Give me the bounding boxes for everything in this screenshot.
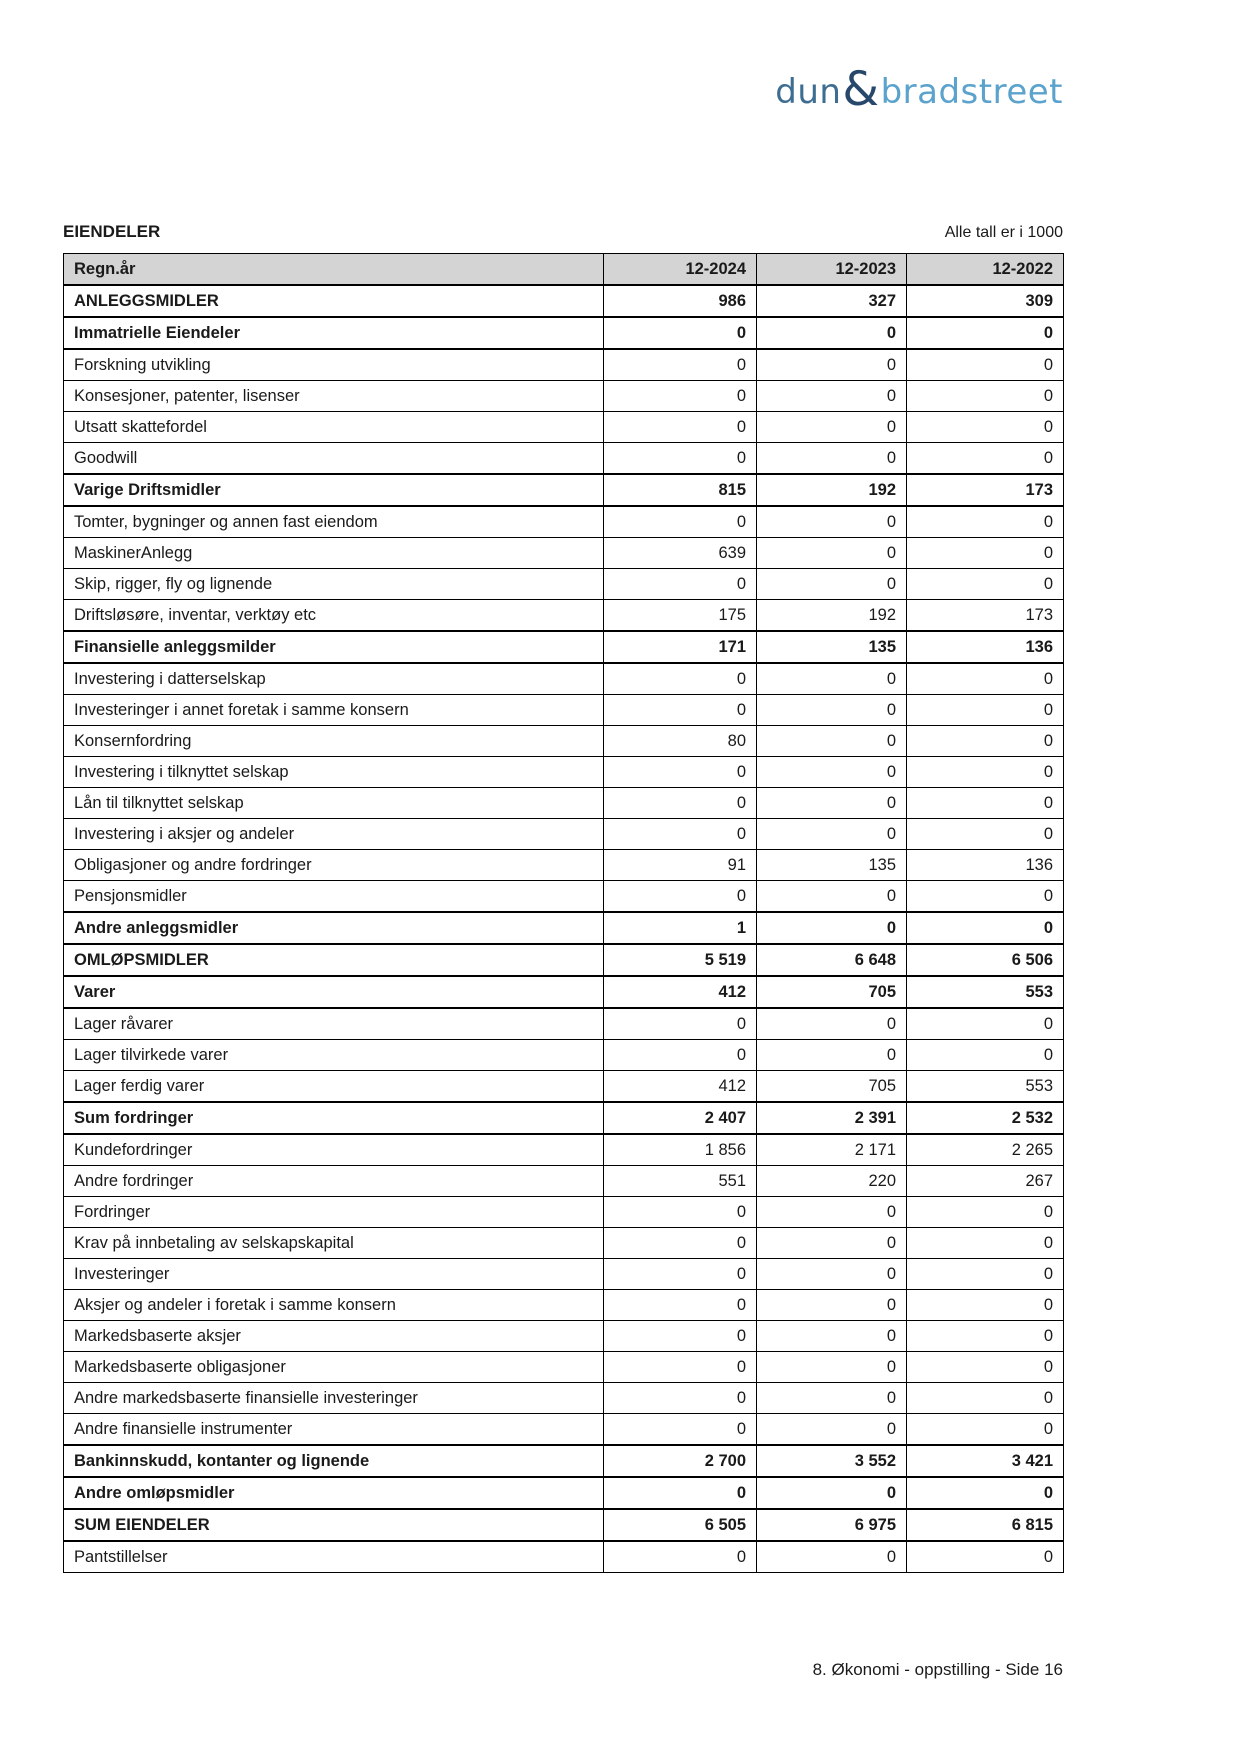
row-label: Pantstillelser xyxy=(64,1541,604,1573)
row-label: Investering i aksjer og andeler xyxy=(64,819,604,850)
table-row xyxy=(64,788,1064,819)
value-cell: 0 xyxy=(604,1477,757,1509)
table-row xyxy=(64,443,1064,475)
table-row xyxy=(64,881,1064,913)
table-row xyxy=(64,412,1064,443)
value-cell: 2 265 xyxy=(907,1134,1064,1166)
value-cell: 0 xyxy=(604,569,757,600)
table-row xyxy=(64,1352,1064,1383)
value-cell: 0 xyxy=(604,757,757,788)
table-header-row xyxy=(64,254,1064,286)
value-cell: 0 xyxy=(757,1290,907,1321)
value-cell: 0 xyxy=(757,1541,907,1573)
value-cell: 0 xyxy=(757,1259,907,1290)
value-cell: 171 xyxy=(604,631,757,663)
value-cell: 0 xyxy=(907,912,1064,944)
row-label: MaskinerAnlegg xyxy=(64,538,604,569)
row-label: Varige Driftsmidler xyxy=(64,474,604,506)
value-cell: 0 xyxy=(757,349,907,381)
table-row xyxy=(64,317,1064,349)
value-cell: 0 xyxy=(907,349,1064,381)
value-cell: 0 xyxy=(604,506,757,538)
table-row xyxy=(64,1259,1064,1290)
value-cell: 0 xyxy=(604,1290,757,1321)
value-cell: 0 xyxy=(757,1008,907,1040)
logo-text-dun: dun xyxy=(775,71,842,112)
row-label: Andre anleggsmidler xyxy=(64,912,604,944)
table-row xyxy=(64,1290,1064,1321)
row-label: Kundefordringer xyxy=(64,1134,604,1166)
table-row xyxy=(64,695,1064,726)
value-cell: 0 xyxy=(907,1414,1064,1446)
table-row xyxy=(64,1321,1064,1352)
value-cell: 0 xyxy=(604,1383,757,1414)
value-cell: 0 xyxy=(907,381,1064,412)
table-row xyxy=(64,850,1064,881)
value-cell: 0 xyxy=(757,381,907,412)
value-cell: 0 xyxy=(907,1321,1064,1352)
row-label: Investering i tilknyttet selskap xyxy=(64,757,604,788)
row-label: Goodwill xyxy=(64,443,604,475)
value-cell: 0 xyxy=(604,317,757,349)
value-cell: 0 xyxy=(757,788,907,819)
value-cell: 136 xyxy=(907,850,1064,881)
value-cell: 0 xyxy=(757,757,907,788)
row-label: Utsatt skattefordel xyxy=(64,412,604,443)
value-cell: 0 xyxy=(604,663,757,695)
financial-table xyxy=(63,253,1064,1573)
value-cell: 267 xyxy=(907,1166,1064,1197)
row-label: Andre markedsbaserte finansielle investeringer xyxy=(64,1383,604,1414)
value-cell: 0 xyxy=(757,1040,907,1071)
value-cell: 0 xyxy=(604,1008,757,1040)
value-cell: 6 505 xyxy=(604,1509,757,1541)
value-cell: 80 xyxy=(604,726,757,757)
value-cell: 2 407 xyxy=(604,1102,757,1134)
value-cell: 0 xyxy=(604,695,757,726)
row-label: Investeringer xyxy=(64,1259,604,1290)
value-cell: 0 xyxy=(604,1259,757,1290)
value-cell: 986 xyxy=(604,285,757,317)
value-cell: 0 xyxy=(757,663,907,695)
row-label: Andre fordringer xyxy=(64,1166,604,1197)
row-label: Aksjer og andeler i foretak i samme konsern xyxy=(64,1290,604,1321)
table-row xyxy=(64,474,1064,506)
table-row xyxy=(64,631,1064,663)
value-cell: 0 xyxy=(604,1352,757,1383)
value-cell: 0 xyxy=(604,881,757,913)
value-cell: 0 xyxy=(604,1321,757,1352)
row-label: Skip, rigger, fly og lignende xyxy=(64,569,604,600)
value-cell: 220 xyxy=(757,1166,907,1197)
value-cell: 0 xyxy=(907,443,1064,475)
table-row xyxy=(64,1414,1064,1446)
value-cell: 705 xyxy=(757,976,907,1008)
value-cell: 0 xyxy=(757,1383,907,1414)
table-row xyxy=(64,600,1064,632)
value-cell: 6 506 xyxy=(907,944,1064,976)
value-cell: 3 421 xyxy=(907,1445,1064,1477)
value-cell: 327 xyxy=(757,285,907,317)
row-label: Immatrielle Eiendeler xyxy=(64,317,604,349)
row-label: Pensjonsmidler xyxy=(64,881,604,913)
value-cell: 0 xyxy=(757,506,907,538)
value-cell: 0 xyxy=(757,317,907,349)
value-cell: 0 xyxy=(907,1259,1064,1290)
units-note: Alle tall er i 1000 xyxy=(944,224,1063,241)
table-row xyxy=(64,538,1064,569)
row-label: Bankinnskudd, kontanter og lignende xyxy=(64,1445,604,1477)
value-cell: 0 xyxy=(907,1541,1064,1573)
table-row xyxy=(64,1541,1064,1573)
row-label: Varer xyxy=(64,976,604,1008)
value-cell: 553 xyxy=(907,976,1064,1008)
title-bar xyxy=(63,222,1063,242)
value-cell: 173 xyxy=(907,474,1064,506)
table-row xyxy=(64,1445,1064,1477)
value-cell: 0 xyxy=(907,881,1064,913)
value-cell: 3 552 xyxy=(757,1445,907,1477)
value-cell: 6 648 xyxy=(757,944,907,976)
value-cell: 0 xyxy=(907,695,1064,726)
value-cell: 0 xyxy=(604,1197,757,1228)
page-title: EIENDELER xyxy=(63,222,161,241)
value-cell: 0 xyxy=(907,663,1064,695)
row-label: Investeringer i annet foretak i samme konsern xyxy=(64,695,604,726)
value-cell: 551 xyxy=(604,1166,757,1197)
value-cell: 173 xyxy=(907,600,1064,632)
column-header-regnar: Regn.år xyxy=(64,254,604,286)
table-row xyxy=(64,663,1064,695)
row-label: Lån til tilknyttet selskap xyxy=(64,788,604,819)
table-row xyxy=(64,757,1064,788)
row-label: Sum fordringer xyxy=(64,1102,604,1134)
value-cell: 0 xyxy=(604,819,757,850)
value-cell: 0 xyxy=(907,538,1064,569)
value-cell: 0 xyxy=(907,569,1064,600)
row-label: Lager tilvirkede varer xyxy=(64,1040,604,1071)
row-label: Tomter, bygninger og annen fast eiendom xyxy=(64,506,604,538)
table-row xyxy=(64,1477,1064,1509)
value-cell: 0 xyxy=(604,1040,757,1071)
value-cell: 0 xyxy=(604,443,757,475)
value-cell: 0 xyxy=(757,443,907,475)
value-cell: 0 xyxy=(907,1008,1064,1040)
value-cell: 0 xyxy=(907,506,1064,538)
value-cell: 1 856 xyxy=(604,1134,757,1166)
table-row xyxy=(64,1383,1064,1414)
row-label: Krav på innbetaling av selskapskapital xyxy=(64,1228,604,1259)
value-cell: 192 xyxy=(757,600,907,632)
table-row xyxy=(64,976,1064,1008)
logo-ampersand-icon: & xyxy=(842,62,880,117)
value-cell: 705 xyxy=(757,1071,907,1103)
value-cell: 0 xyxy=(757,819,907,850)
value-cell: 135 xyxy=(757,850,907,881)
value-cell: 0 xyxy=(757,912,907,944)
table-row xyxy=(64,506,1064,538)
value-cell: 6 815 xyxy=(907,1509,1064,1541)
row-label: Konsernfordring xyxy=(64,726,604,757)
dun-bradstreet-logo xyxy=(775,62,1063,117)
value-cell: 5 519 xyxy=(604,944,757,976)
value-cell: 0 xyxy=(604,788,757,819)
value-cell: 0 xyxy=(757,726,907,757)
value-cell: 136 xyxy=(907,631,1064,663)
value-cell: 91 xyxy=(604,850,757,881)
value-cell: 0 xyxy=(907,757,1064,788)
value-cell: 2 532 xyxy=(907,1102,1064,1134)
value-cell: 0 xyxy=(757,881,907,913)
value-cell: 175 xyxy=(604,600,757,632)
table-row xyxy=(64,1102,1064,1134)
row-label: Driftsløsøre, inventar, verktøy etc xyxy=(64,600,604,632)
value-cell: 0 xyxy=(757,1477,907,1509)
row-label: Forskning utvikling xyxy=(64,349,604,381)
value-cell: 639 xyxy=(604,538,757,569)
value-cell: 0 xyxy=(757,1228,907,1259)
value-cell: 0 xyxy=(604,1228,757,1259)
value-cell: 135 xyxy=(757,631,907,663)
row-label: Investering i datterselskap xyxy=(64,663,604,695)
value-cell: 0 xyxy=(907,1383,1064,1414)
value-cell: 0 xyxy=(907,1477,1064,1509)
row-label: Markedsbaserte aksjer xyxy=(64,1321,604,1352)
value-cell: 0 xyxy=(604,412,757,443)
row-label: Konsesjoner, patenter, lisenser xyxy=(64,381,604,412)
row-label: Finansielle anleggsmilder xyxy=(64,631,604,663)
value-cell: 6 975 xyxy=(757,1509,907,1541)
column-header-2023: 12-2023 xyxy=(757,254,907,286)
value-cell: 2 171 xyxy=(757,1134,907,1166)
page-footer: 8. Økonomi - oppstilling - Side 16 xyxy=(812,1660,1063,1679)
row-label: SUM EIENDELER xyxy=(64,1509,604,1541)
table-row xyxy=(64,1008,1064,1040)
table-row xyxy=(64,381,1064,412)
value-cell: 0 xyxy=(907,726,1064,757)
value-cell: 0 xyxy=(757,695,907,726)
value-cell: 0 xyxy=(757,1414,907,1446)
table-row xyxy=(64,1134,1064,1166)
value-cell: 0 xyxy=(604,349,757,381)
value-cell: 0 xyxy=(757,569,907,600)
table-row xyxy=(64,1166,1064,1197)
table-row xyxy=(64,819,1064,850)
value-cell: 0 xyxy=(757,538,907,569)
value-cell: 0 xyxy=(907,1352,1064,1383)
row-label: Markedsbaserte obligasjoner xyxy=(64,1352,604,1383)
column-header-2024: 12-2024 xyxy=(604,254,757,286)
row-label: Fordringer xyxy=(64,1197,604,1228)
table-row xyxy=(64,944,1064,976)
table-row xyxy=(64,1040,1064,1071)
row-label: Andre finansielle instrumenter xyxy=(64,1414,604,1446)
value-cell: 0 xyxy=(907,1290,1064,1321)
row-label: Andre omløpsmidler xyxy=(64,1477,604,1509)
value-cell: 2 391 xyxy=(757,1102,907,1134)
value-cell: 0 xyxy=(907,1040,1064,1071)
table-row xyxy=(64,569,1064,600)
row-label: OMLØPSMIDLER xyxy=(64,944,604,976)
value-cell: 412 xyxy=(604,1071,757,1103)
table-row xyxy=(64,726,1064,757)
table-row xyxy=(64,349,1064,381)
value-cell: 0 xyxy=(757,1321,907,1352)
table-row xyxy=(64,1197,1064,1228)
value-cell: 412 xyxy=(604,976,757,1008)
value-cell: 0 xyxy=(907,788,1064,819)
value-cell: 0 xyxy=(604,381,757,412)
value-cell: 309 xyxy=(907,285,1064,317)
row-label: ANLEGGSMIDLER xyxy=(64,285,604,317)
value-cell: 815 xyxy=(604,474,757,506)
table-row xyxy=(64,912,1064,944)
table-row xyxy=(64,1071,1064,1103)
value-cell: 0 xyxy=(907,819,1064,850)
value-cell: 2 700 xyxy=(604,1445,757,1477)
value-cell: 553 xyxy=(907,1071,1064,1103)
value-cell: 0 xyxy=(907,317,1064,349)
value-cell: 0 xyxy=(907,1197,1064,1228)
table-row xyxy=(64,1509,1064,1541)
value-cell: 192 xyxy=(757,474,907,506)
table-row xyxy=(64,1228,1064,1259)
value-cell: 0 xyxy=(907,412,1064,443)
row-label: Obligasjoner og andre fordringer xyxy=(64,850,604,881)
column-header-2022: 12-2022 xyxy=(907,254,1064,286)
row-label: Lager råvarer xyxy=(64,1008,604,1040)
value-cell: 0 xyxy=(604,1541,757,1573)
logo-text-bradstreet: bradstreet xyxy=(880,71,1063,112)
value-cell: 1 xyxy=(604,912,757,944)
row-label: Lager ferdig varer xyxy=(64,1071,604,1103)
value-cell: 0 xyxy=(757,1197,907,1228)
value-cell: 0 xyxy=(907,1228,1064,1259)
value-cell: 0 xyxy=(757,412,907,443)
value-cell: 0 xyxy=(604,1414,757,1446)
value-cell: 0 xyxy=(757,1352,907,1383)
table-body xyxy=(64,285,1064,1573)
table-row xyxy=(64,285,1064,317)
